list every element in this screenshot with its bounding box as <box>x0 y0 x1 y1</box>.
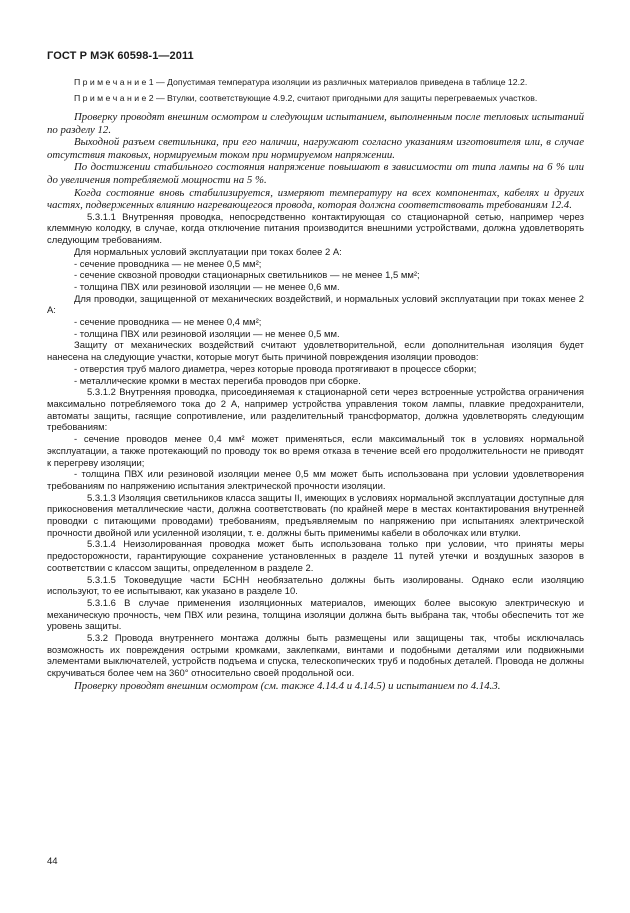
list-item: - сечение проводника — не менее 0,5 мм²; <box>74 258 262 270</box>
clause-5-3-1-2: 5.3.1.2 Внутренняя проводка, присоединяемая к стационарной сети через встроенные устройства ограничения максимально потребляемого тока до 2 А, например устройства управления током лампы, плавкие предохранители, автоматы защиты, гасящие сопротивление, или разделительный трансформатор, должна удовлетворять следующим требованиям: <box>47 387 584 434</box>
list-item: - сечение сквозной проводки стационарных светильников — не менее 1,5 мм²; <box>74 270 420 282</box>
clause-5-3-1-4: 5.3.1.4 Неизолированная проводка может быть использована только при условии, что приняты меры предосторожности, гарантирующие сохранение установленных в разделе 11 путей утечки и воздушных зазоров в соответствии с классом защиты, определенном в разделе 2. <box>47 539 584 574</box>
page-number: 44 <box>47 856 58 867</box>
clause-5-3-1-3: 5.3.1.3 Изоляция светильников класса защиты II, имеющих в условиях нормальной эксплуатации доступные для прикосновения металлические части, должна соответствовать (по крайней мере в местах контактирования внутренней проводки с питающими проводами) требованиям, предъявляемым по напряжению при испытаниях электрической прочности двойной или усиленной изоляции, т. е. должны быть применимы кабели в оболочках или втулки. <box>47 492 584 539</box>
body-paragraph: Для проводки, защищенной от механических воздействий, и нормальных условий эксплуатации при токах менее 2 А: <box>47 293 584 317</box>
test-procedure-paragraph: Выходной разъем светильника, при его наличии, нагружают согласно указаниям изготовителя или, в случае отсутствия таковых, нормируемым током при нормируемом напряжении. <box>47 136 584 161</box>
test-procedure-paragraph: Проверку проводят внешним осмотром и следующим испытанием, выполненным после тепловых испытаний по разделу 12. <box>47 111 584 136</box>
clause-5-3-1-5: 5.3.1.5 Токоведущие части БСНН необязательно должны быть изолированы. Однако если изоляцию используют, то ее испытывают, как указано в разделе 10. <box>47 574 584 598</box>
list-item: - толщина ПВХ или резиновой изоляции — не менее 0,5 мм. <box>74 328 340 340</box>
list-item: - сечение проводов менее 0,4 мм² может применяться, если максимальный ток в условиях нормальной эксплуатации, а также протекающий по проводу ток во время отказа в течение всей его продолжительности не приводят к перегреву изоляции; <box>47 434 584 469</box>
list-item: - металлические кромки в местах перегиба проводов при сборке. <box>74 375 361 387</box>
clause-5-3-2: 5.3.2 Провода внутреннего монтажа должны быть размещены или защищены так, чтобы исключалась возможность их повреждения острыми кромками, заклепками, винтами и подобными деталями или подвижными элементами выключателей, устройств подъема и спуска, телескопических труб и подобных деталей. Провода не должны скручиваться более чем на 360° относительно своей продольной оси. <box>47 633 584 680</box>
list-item: - толщина ПВХ или резиновой изоляции менее 0,5 мм может быть использована при условии удовлетворения требованиям по напряжению испытания электрической прочности изоляции. <box>47 469 584 492</box>
test-procedure-paragraph: По достижении стабильного состояния напряжение повышают в зависимости от типа лампы на 6 % или до увеличения потребляемой мощности на 5 %. <box>47 161 584 186</box>
list-item: - сечение проводника — не менее 0,4 мм²; <box>74 317 262 329</box>
body-paragraph: Защиту от механических воздействий считают удовлетворительной, если дополнительная изоляция будет нанесена на следующие участки, которые могут быть причиной повреждения изоляции проводов: <box>47 340 584 364</box>
body-paragraph: Для нормальных условий эксплуатации при токах более 2 А: <box>74 246 342 258</box>
list-item: - толщина ПВХ или резиновой изоляции — не менее 0,6 мм. <box>74 281 340 293</box>
running-header: ГОСТ Р МЭК 60598-1—2011 <box>47 50 194 62</box>
body-text <box>47 77 584 692</box>
clause-5-3-1-6: 5.3.1.6 В случае применения изоляционных материалов, имеющих более высокую электрическую и механическую прочность, чем ПВХ или резина, толщина изоляции должна быть выбрана так, чтобы обеспечить тот же уровень защиты. <box>47 597 584 633</box>
note-2: П р и м е ч а н и е 2 — Втулки, соответствующие 4.9.2, считают пригодными для защиты перегреваемых участков. <box>74 93 538 103</box>
note-1: П р и м е ч а н и е 1 — Допустимая температура изоляции из различных материалов приведена в таблице 12.2. <box>74 77 528 87</box>
clause-5-3-1-1: 5.3.1.1 Внутренняя проводка, непосредственно контактирующая со стационарной сетью, например через клеммную колодку, в случае, когда отключение питания производится внешними устройствами, должна удовлетворять следующим требованиям. <box>47 211 584 247</box>
list-item: - отверстия труб малого диаметра, через которые провода протягивают в процессе сборки; <box>74 363 477 375</box>
test-procedure-paragraph: Проверку проводят внешним осмотром (см. также 4.14.4 и 4.14.5) и испытанием по 4.14.3. <box>74 679 501 692</box>
test-procedure-paragraph: Когда состояние вновь стабилизируется, измеряют температуру на всех компонентах, кабелях и других частях, подверженных влиянию нагревающегося провода, которая должна соответствовать требованиям 12.4. <box>47 186 584 212</box>
